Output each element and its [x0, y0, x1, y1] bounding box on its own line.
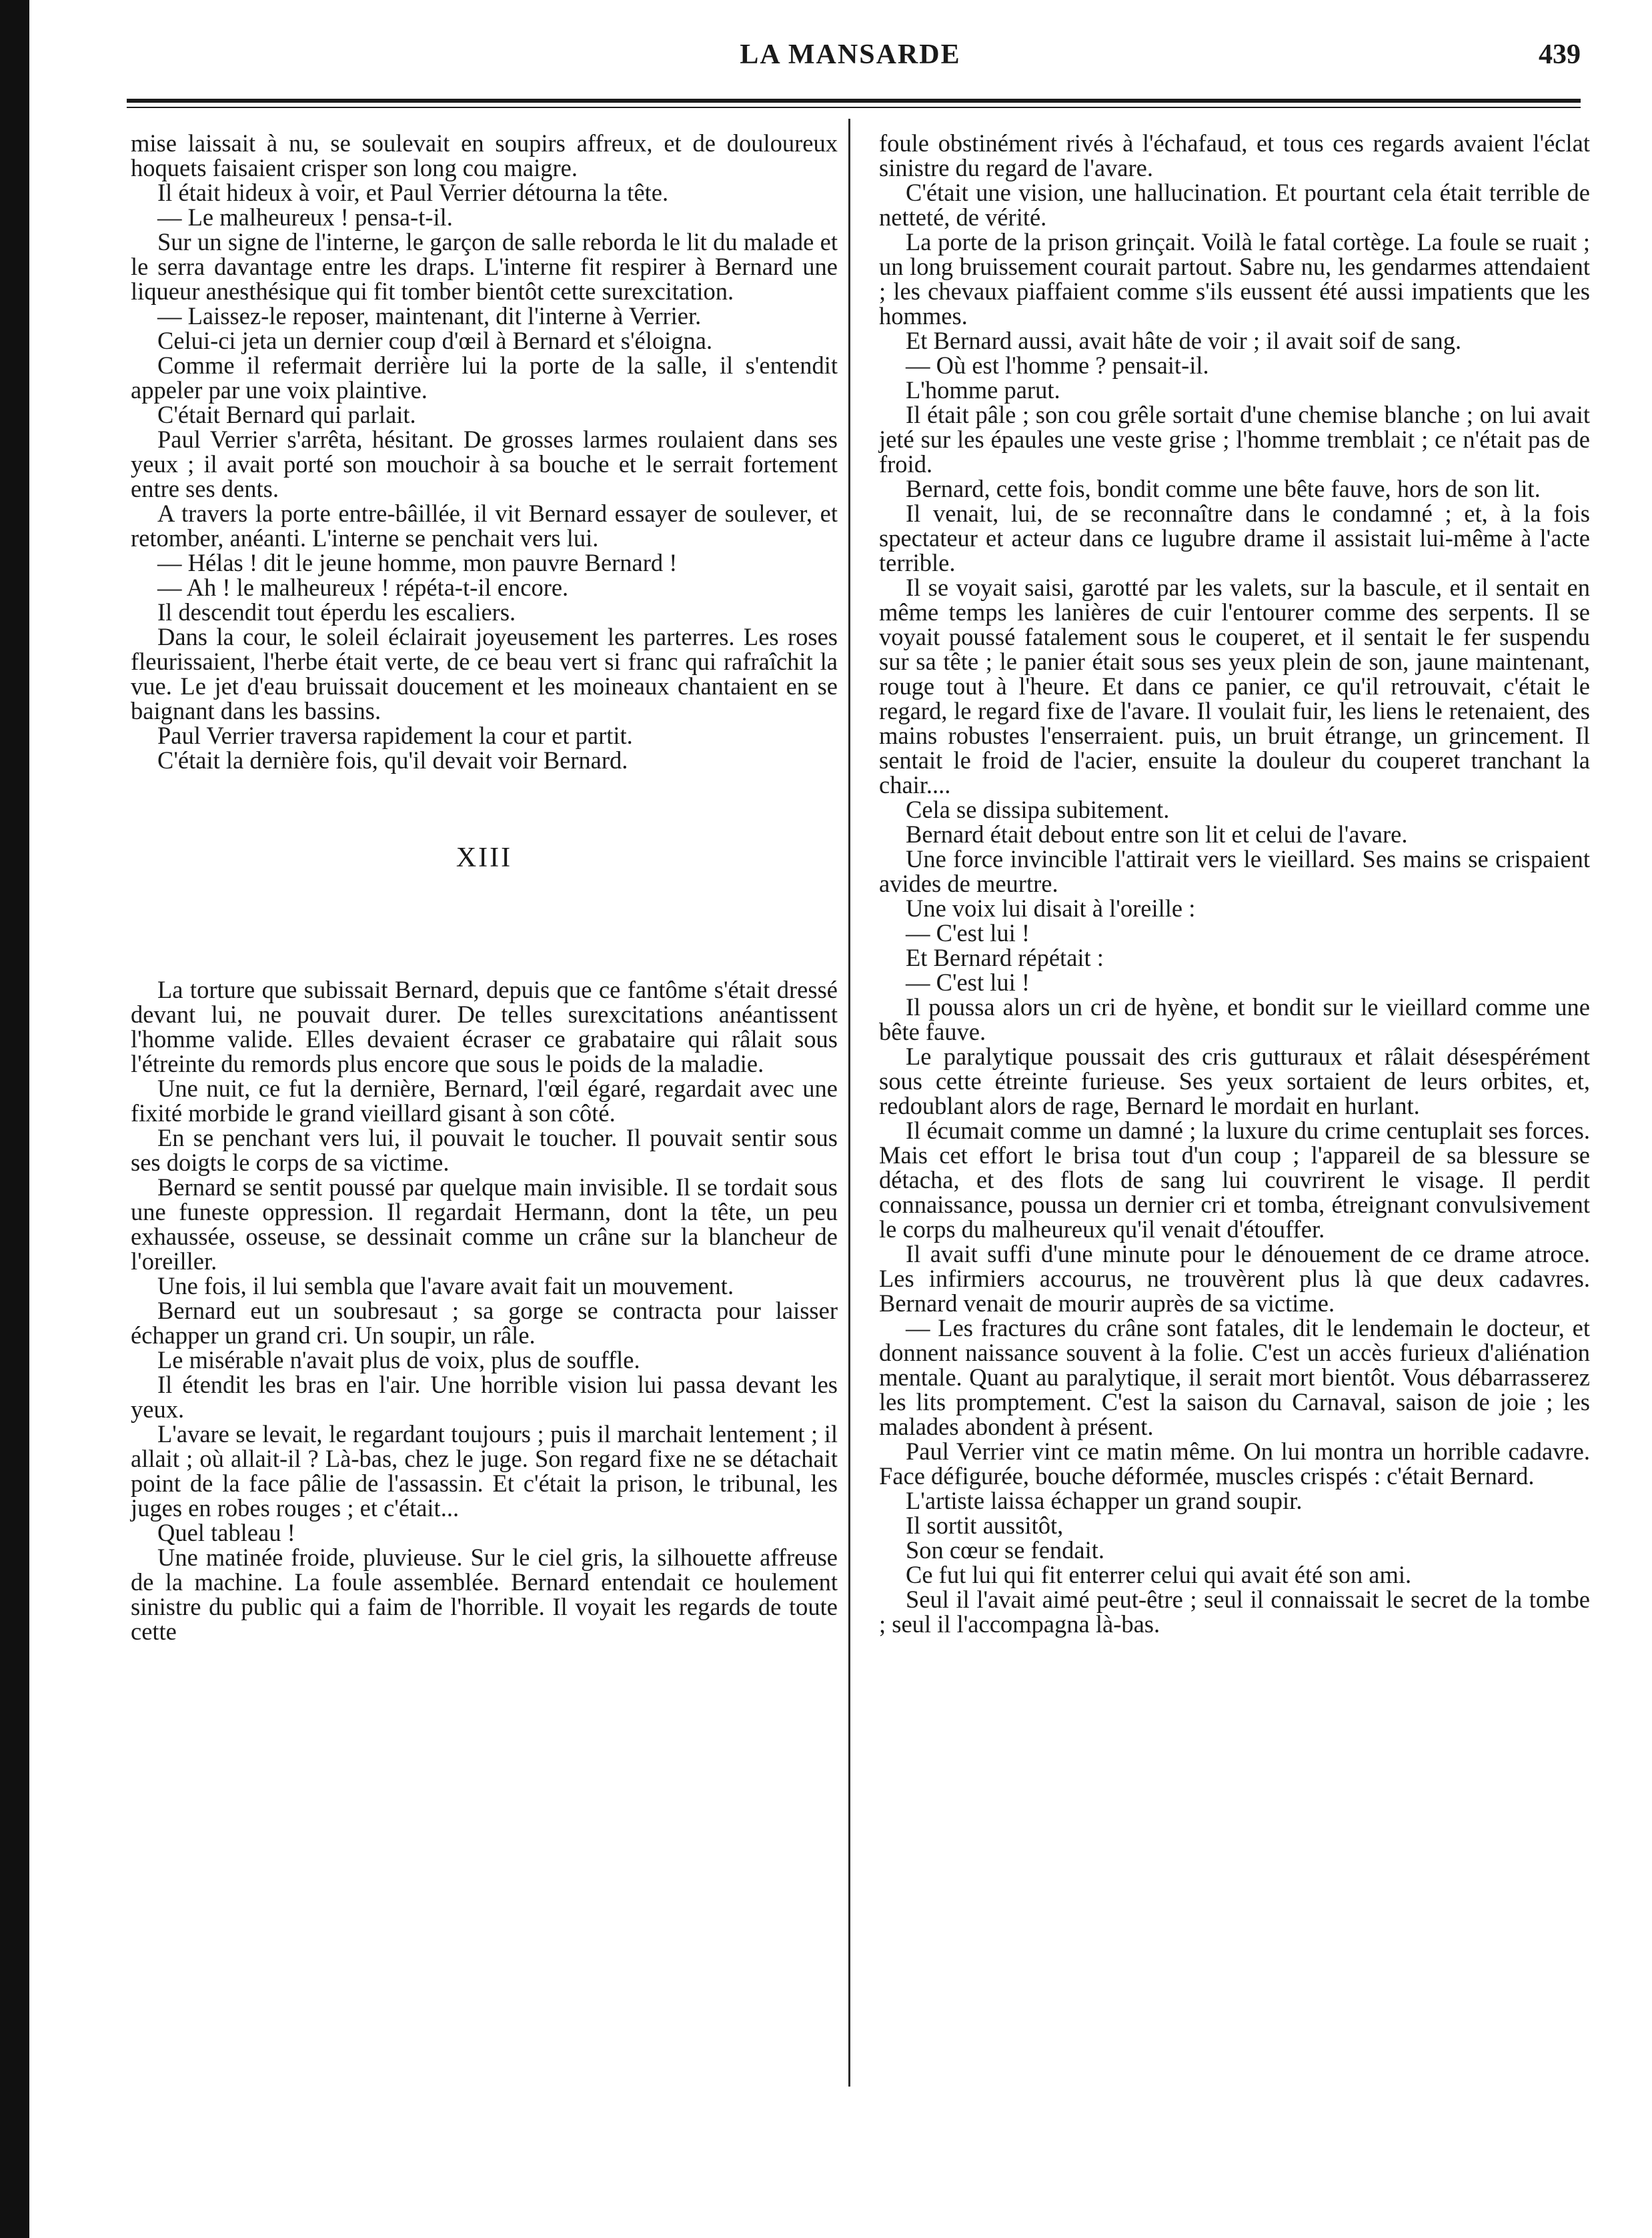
- header-rule-thin: [127, 107, 1581, 108]
- paragraph: Il se voyait saisi, garotté par les valets, sur la bascule, et il sentait en même temps les lanières de cuir l'entourer comme des serpents. Il se voyait poussé fatalement sous le couperet, et il sentait le fer suspendu sur sa tête ; le panier était sous ses yeux plein de son, jaune maintenant, rouge tout à l'heure. Et dans ce panier, ce qu'il retrouvait, c'était le regard, le regard fixe de l'avare. Il voulait fuir, les liens le retenaient, des mains robustes l'enserraient. puis, un bruit étrange, un grincement. Il sentait le froid de l'acier, ensuite la douleur du couperet tranchant la chair....: [879, 574, 1590, 798]
- paragraph: mise laissait à nu, se soulevait en soupirs affreux, et de douloureux hoquets faisaient crisper son long cou maigre.: [131, 129, 838, 181]
- paragraph: Une nuit, ce fut la dernière, Bernard, l'œil égaré, regardait avec une fixité morbide le grand vieillard gisant à son côté.: [131, 1075, 838, 1127]
- chapter-heading: XIII: [456, 843, 513, 873]
- paragraph: Ce fut lui qui fit enterrer celui qui avait été son ami.: [906, 1561, 1412, 1588]
- paragraph: — Ah ! le malheureux ! répéta-t-il encore.: [157, 574, 569, 601]
- paragraph: foule obstinément rivés à l'échafaud, et tous ces regards avaient l'éclat sinistre du regard de l'avare.: [879, 129, 1590, 181]
- left-column-text-before: [131, 131, 838, 772]
- running-title: LA MANSARDE: [740, 39, 961, 70]
- paragraph: Bernard se sentit poussé par quelque main invisible. Il se tordait sous une funeste oppression. Il regardait Hermann, dont la tête, un peu exhaussée, osseuse, se dessinait comme un crâne sur la blancheur de l'oreiller.: [131, 1173, 838, 1275]
- paragraph: Et Bernard répétait :: [906, 944, 1104, 971]
- paragraph: Il étendit les bras en l'air. Une horrible vision lui passa devant les yeux.: [131, 1371, 838, 1423]
- paragraph: Paul Verrier traversa rapidement la cour et partit.: [157, 722, 633, 749]
- page-header: [120, 39, 1581, 92]
- paragraph: L'homme parut.: [906, 376, 1060, 404]
- paragraph: Et Bernard aussi, avait hâte de voir ; il avait soif de sang.: [906, 327, 1462, 354]
- paragraph: Bernard était debout entre son lit et celui de l'avare.: [906, 820, 1408, 848]
- paragraph: Il avait suffi d'une minute pour le dénouement de ce drame atroce. Les infirmiers accourus, ne trouvèrent plus là que deux cadavres. Bernard venait de mourir auprès de sa victime.: [879, 1240, 1590, 1317]
- paragraph: Le misérable n'avait plus de voix, plus de souffle.: [157, 1346, 640, 1373]
- paragraph: Cela se dissipa subitement.: [906, 796, 1170, 823]
- paragraph: Bernard eut un soubresaut ; sa gorge se contracta pour laisser échapper un grand cri. Un soupir, un râle.: [131, 1297, 838, 1349]
- paragraph: Seul il l'avait aimé peut-être ; seul il connaissait le secret de la tombe ; seul il l'accompagna là-bas.: [879, 1586, 1590, 1638]
- paragraph: Il était hideux à voir, et Paul Verrier détourna la tête.: [157, 179, 669, 206]
- paragraph: Une voix lui disait à l'oreille :: [906, 895, 1196, 922]
- right-column: [879, 131, 1590, 1636]
- paragraph: C'était Bernard qui parlait.: [157, 401, 416, 428]
- paragraph: La porte de la prison grinçait. Voilà le fatal cortège. La foule se ruait ; un long bruissement courait partout. Sabre nu, les gendarmes attendaient ; les chevaux piaffaient comme s'ils eussent été aussi impatients que les hommes.: [879, 228, 1590, 330]
- paragraph: Il était pâle ; son cou grêle sortait d'une chemise blanche ; on lui avait jeté sur les épaules une veste grise ; l'homme tremblait ; ce n'était pas de froid.: [879, 401, 1590, 478]
- paragraph: Son cœur se fendait.: [906, 1536, 1105, 1564]
- paragraph: — C'est lui !: [906, 919, 1030, 947]
- scan-binding-edge: [0, 0, 29, 2238]
- paragraph: Dans la cour, le soleil éclairait joyeusement les parterres. Les roses fleurissaient, l'herbe était verte, de ce beau vert si franc qui rafraîchit la vue. Le jet d'eau bruissait doucement et les moineaux chantaient en se baignant dans les bassins.: [131, 623, 838, 724]
- paragraph: Il poussa alors un cri de hyène, et bondit sur le vieillard comme une bête fauve.: [879, 993, 1590, 1045]
- paragraph: Bernard, cette fois, bondit comme une bête fauve, hors de son lit.: [906, 475, 1541, 502]
- header-rule: [127, 99, 1581, 103]
- paragraph: — Hélas ! dit le jeune homme, mon pauvre Bernard !: [157, 549, 678, 576]
- page-number: 439: [1539, 39, 1581, 70]
- paragraph: Quel tableau !: [157, 1519, 295, 1546]
- paragraph: — Les fractures du crâne sont fatales, dit le lendemain le docteur, et donnent naissance souvent à la folie. C'est un accès furieux d'aliénation mentale. Quant au paralytique, il serait mort bientôt. Vous débarrasserez les lits promptement. C'est la saison du Carnaval, saison de joie ; les malades abondent à présent.: [879, 1314, 1590, 1440]
- paragraph: C'était la dernière fois, qu'il devait voir Bernard.: [157, 746, 628, 774]
- paragraph: L'artiste laissa échapper un grand soupir.: [906, 1487, 1303, 1514]
- paragraph: La torture que subissait Bernard, depuis que ce fantôme s'était dressé devant lui, ne pouvait durer. De telles surexcitations anéantissent l'homme valide. Elles devaient écraser ce grabataire qui râlait sous l'étreinte du remords plus encore que sous le poids de la maladie.: [131, 976, 838, 1077]
- paragraph: — C'est lui !: [906, 969, 1030, 996]
- paragraph: — Où est l'homme ? pensait-il.: [906, 352, 1209, 379]
- left-column-text-after: [131, 977, 838, 1644]
- right-column-text: [879, 131, 1590, 1636]
- paragraph: En se penchant vers lui, il pouvait le toucher. Il pouvait sentir sous ses doigts le corps de sa victime.: [131, 1124, 838, 1176]
- paragraph: A travers la porte entre-bâillée, il vit Bernard essayer de soulever, et retomber, anéanti. L'interne se penchait vers lui.: [131, 500, 838, 552]
- paragraph: Sur un signe de l'interne, le garçon de salle reborda le lit du malade et le serra davantage entre les draps. L'interne fit respirer à Bernard une liqueur anesthésique qui fit tomber bientôt cette surexcitation.: [131, 228, 838, 305]
- paragraph: Il sortit aussitôt,: [906, 1512, 1064, 1539]
- paragraph: Une fois, il lui sembla que l'avare avait fait un mouvement.: [157, 1272, 734, 1299]
- paragraph: — Le malheureux ! pensa-t-il.: [157, 203, 453, 231]
- paragraph: Paul Verrier vint ce matin même. On lui montra un horrible cadavre. Face défigurée, bouche déformée, muscles crispés : c'était Bernard.: [879, 1438, 1590, 1490]
- paragraph: Une force invincible l'attirait vers le vieillard. Ses mains se crispaient avides de meurtre.: [879, 845, 1590, 897]
- paragraph: Il venait, lui, de se reconnaître dans le condamné ; et, à la fois spectateur et acteur dans ce lugubre drame il assistait lui-même à l'acte terrible.: [879, 500, 1590, 576]
- paragraph: Paul Verrier s'arrêta, hésitant. De grosses larmes roulaient dans ses yeux ; il avait porté son mouchoir à sa bouche et le serrait fortement entre ses dents.: [131, 426, 838, 502]
- paragraph: Une matinée froide, pluvieuse. Sur le ciel gris, la silhouette affreuse de la machine. La foule assemblée. Bernard entendait ce houlement sinistre du public qui a faim de l'horrible. Il voyait les regards de toute cette: [131, 1544, 838, 1645]
- paragraph: Il descendit tout éperdu les escaliers.: [157, 598, 516, 626]
- paragraph: Celui-ci jeta un dernier coup d'œil à Bernard et s'éloigna.: [157, 327, 713, 354]
- paragraph: — Laissez-le reposer, maintenant, dit l'interne à Verrier.: [157, 302, 702, 330]
- paragraph: Le paralytique poussait des cris gutturaux et râlait désespérément sous cette étreinte furieuse. Ses yeux sortaient de leurs orbites, et, redoublant alors de rage, Bernard le mordait en hurlant.: [879, 1043, 1590, 1119]
- column-divider: [848, 119, 850, 2087]
- paragraph: Il écumait comme un damné ; la luxure du crime centuplait ses forces. Mais cet effort le brisa tout d'un coup ; l'appareil de sa blessure se détacha, et des flots de sang lui couvrirent le visage. Il perdit connaissance, poussa un dernier cri et tomba, étreignant convulsivement le corps du malheureux qu'il venait d'étouffer.: [879, 1117, 1590, 1243]
- paragraph: C'était une vision, une hallucination. Et pourtant cela était terrible de netteté, de vérité.: [879, 179, 1590, 231]
- paragraph: L'avare se levait, le regardant toujours ; puis il marchait lentement ; il allait ; où allait-il ? Là-bas, chez le juge. Son regard fixe ne se détachait point de la face pâlie de l'assassin. Et c'était la prison, le tribunal, les juges en robes rouges ; et c'était...: [131, 1420, 838, 1522]
- left-column: [131, 131, 838, 1644]
- paragraph: Comme il refermait derrière lui la porte de la salle, il s'entendit appeler par une voix plaintive.: [131, 352, 838, 404]
